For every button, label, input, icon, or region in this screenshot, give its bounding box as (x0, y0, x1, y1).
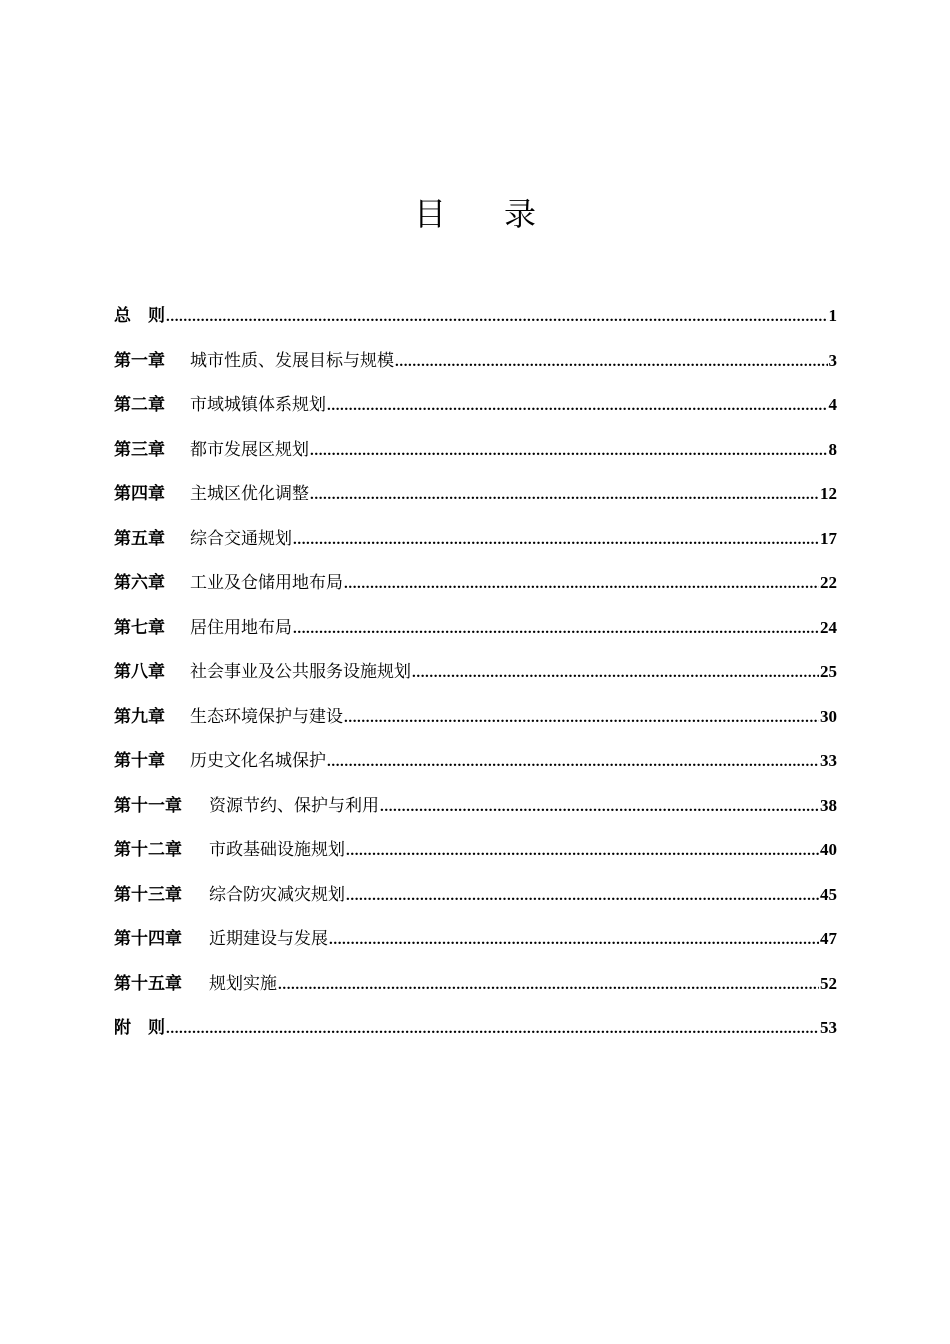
toc-chapter-number: 第三章 (114, 439, 165, 460)
toc-dot-leader (278, 971, 819, 999)
toc-dot-leader (344, 570, 819, 598)
toc-entry[interactable] (114, 391, 837, 436)
toc-entry-label (114, 703, 343, 731)
toc-dot-leader (166, 1015, 819, 1043)
toc-dot-leader (293, 526, 819, 554)
toc-entry-label (114, 347, 394, 375)
toc-dot-leader (346, 882, 819, 910)
toc-chapter-title: 规划实施 (209, 973, 277, 994)
toc-entry[interactable] (114, 480, 837, 525)
toc-entry-label (114, 881, 345, 909)
toc-entry[interactable] (114, 569, 837, 614)
toc-chapter-number: 第十四章 (114, 929, 182, 949)
toc-chapter-title: 市域城镇体系规划 (190, 395, 326, 415)
toc-entry-label (114, 391, 326, 419)
toc-page-number: 3 (828, 350, 837, 370)
toc-chapter-number: 附 则 (114, 1018, 165, 1038)
toc-dot-leader (412, 659, 819, 687)
toc-dot-leader (329, 926, 819, 954)
toc-chapter-number: 第七章 (114, 617, 165, 638)
toc-entry-label (114, 436, 309, 464)
toc-page-number: 1 (828, 306, 837, 325)
toc-entry[interactable] (114, 970, 837, 1015)
toc-chapter-number: 第十一章 (114, 795, 182, 816)
toc-chapter-title: 生态环境保护与建设 (190, 706, 343, 727)
toc-chapter-title: 综合交通规划 (190, 528, 292, 549)
toc-entry[interactable] (114, 347, 837, 392)
toc-chapter-title: 城市性质、发展目标与规模 (190, 350, 394, 371)
toc-dot-leader (380, 793, 819, 821)
toc-chapter-number: 总 则 (114, 306, 165, 326)
toc-entry[interactable] (114, 881, 837, 926)
toc-entry[interactable] (114, 302, 837, 347)
toc-chapter-title: 都市发展区规划 (190, 439, 309, 460)
toc-chapter-title: 资源节约、保护与利用 (209, 795, 379, 816)
toc-page-number: 33 (820, 751, 837, 770)
toc-chapter-title: 主城区优化调整 (190, 484, 309, 504)
toc-chapter-title: 市政基础设施规划 (209, 840, 345, 860)
toc-dot-leader (166, 303, 828, 331)
toc-entry[interactable] (114, 836, 837, 881)
toc-entry-label (114, 747, 326, 775)
toc-dot-leader (327, 748, 819, 776)
toc-chapter-number: 第八章 (114, 662, 165, 682)
toc-entry-label (114, 658, 411, 686)
toc-dot-leader (293, 615, 819, 643)
toc-chapter-title: 社会事业及公共服务设施规划 (190, 662, 411, 682)
toc-entry[interactable] (114, 925, 837, 970)
toc-page-number: 8 (828, 439, 837, 459)
toc-chapter-title: 工业及仓储用地布局 (190, 573, 343, 593)
table-of-contents (114, 302, 837, 1059)
toc-entry-label (114, 792, 379, 820)
toc-chapter-title: 居住用地布局 (190, 617, 292, 638)
toc-entry[interactable] (114, 792, 837, 837)
toc-entry-label (114, 302, 165, 330)
toc-page-number: 38 (820, 795, 837, 815)
toc-entry-label (114, 614, 292, 642)
toc-chapter-number: 第六章 (114, 573, 165, 593)
toc-page-number: 47 (820, 929, 837, 948)
toc-chapter-title: 近期建设与发展 (209, 929, 328, 949)
toc-dot-leader (327, 392, 828, 420)
toc-page-number: 25 (820, 662, 837, 681)
page-title (0, 192, 950, 236)
toc-entry[interactable] (114, 703, 837, 748)
toc-chapter-number: 第二章 (114, 395, 165, 415)
toc-page-number: 45 (820, 884, 837, 904)
toc-chapter-title: 综合防灾减灾规划 (209, 884, 345, 905)
toc-page-number: 17 (820, 528, 837, 548)
toc-entry[interactable] (114, 1014, 837, 1059)
toc-chapter-number: 第四章 (114, 484, 165, 504)
toc-entry-label (114, 525, 292, 553)
toc-entry-label (114, 836, 345, 864)
toc-entry-label (114, 569, 343, 597)
toc-page-number: 30 (820, 706, 837, 726)
toc-chapter-number: 第十章 (114, 751, 165, 771)
toc-chapter-number: 第九章 (114, 706, 165, 727)
toc-page-number: 40 (820, 840, 837, 859)
toc-entry[interactable] (114, 658, 837, 703)
title-char-2: 录 (504, 195, 537, 233)
toc-page-number: 24 (820, 617, 837, 637)
title-char-1: 目 (413, 195, 446, 233)
toc-dot-leader (310, 481, 819, 509)
toc-entry[interactable] (114, 747, 837, 792)
toc-page-number: 52 (820, 973, 837, 993)
toc-entry[interactable] (114, 436, 837, 481)
toc-chapter-number: 第五章 (114, 528, 165, 549)
toc-dot-leader (310, 437, 828, 465)
toc-chapter-title: 历史文化名城保护 (190, 751, 326, 771)
toc-page-number: 53 (820, 1018, 837, 1037)
toc-dot-leader (344, 704, 819, 732)
toc-chapter-number: 第一章 (114, 350, 165, 371)
toc-dot-leader (346, 837, 819, 865)
toc-chapter-number: 第十三章 (114, 884, 182, 905)
toc-page-number: 22 (820, 573, 837, 592)
toc-entry[interactable] (114, 614, 837, 659)
toc-entry[interactable] (114, 525, 837, 570)
toc-entry-label (114, 480, 309, 508)
toc-chapter-number: 第十五章 (114, 973, 182, 994)
toc-entry-label (114, 925, 328, 953)
toc-page-number: 4 (828, 395, 837, 414)
toc-dot-leader (395, 348, 828, 376)
toc-entry-label (114, 970, 277, 998)
toc-chapter-number: 第十二章 (114, 840, 182, 860)
toc-page-number: 12 (820, 484, 837, 503)
toc-entry-label (114, 1014, 165, 1042)
